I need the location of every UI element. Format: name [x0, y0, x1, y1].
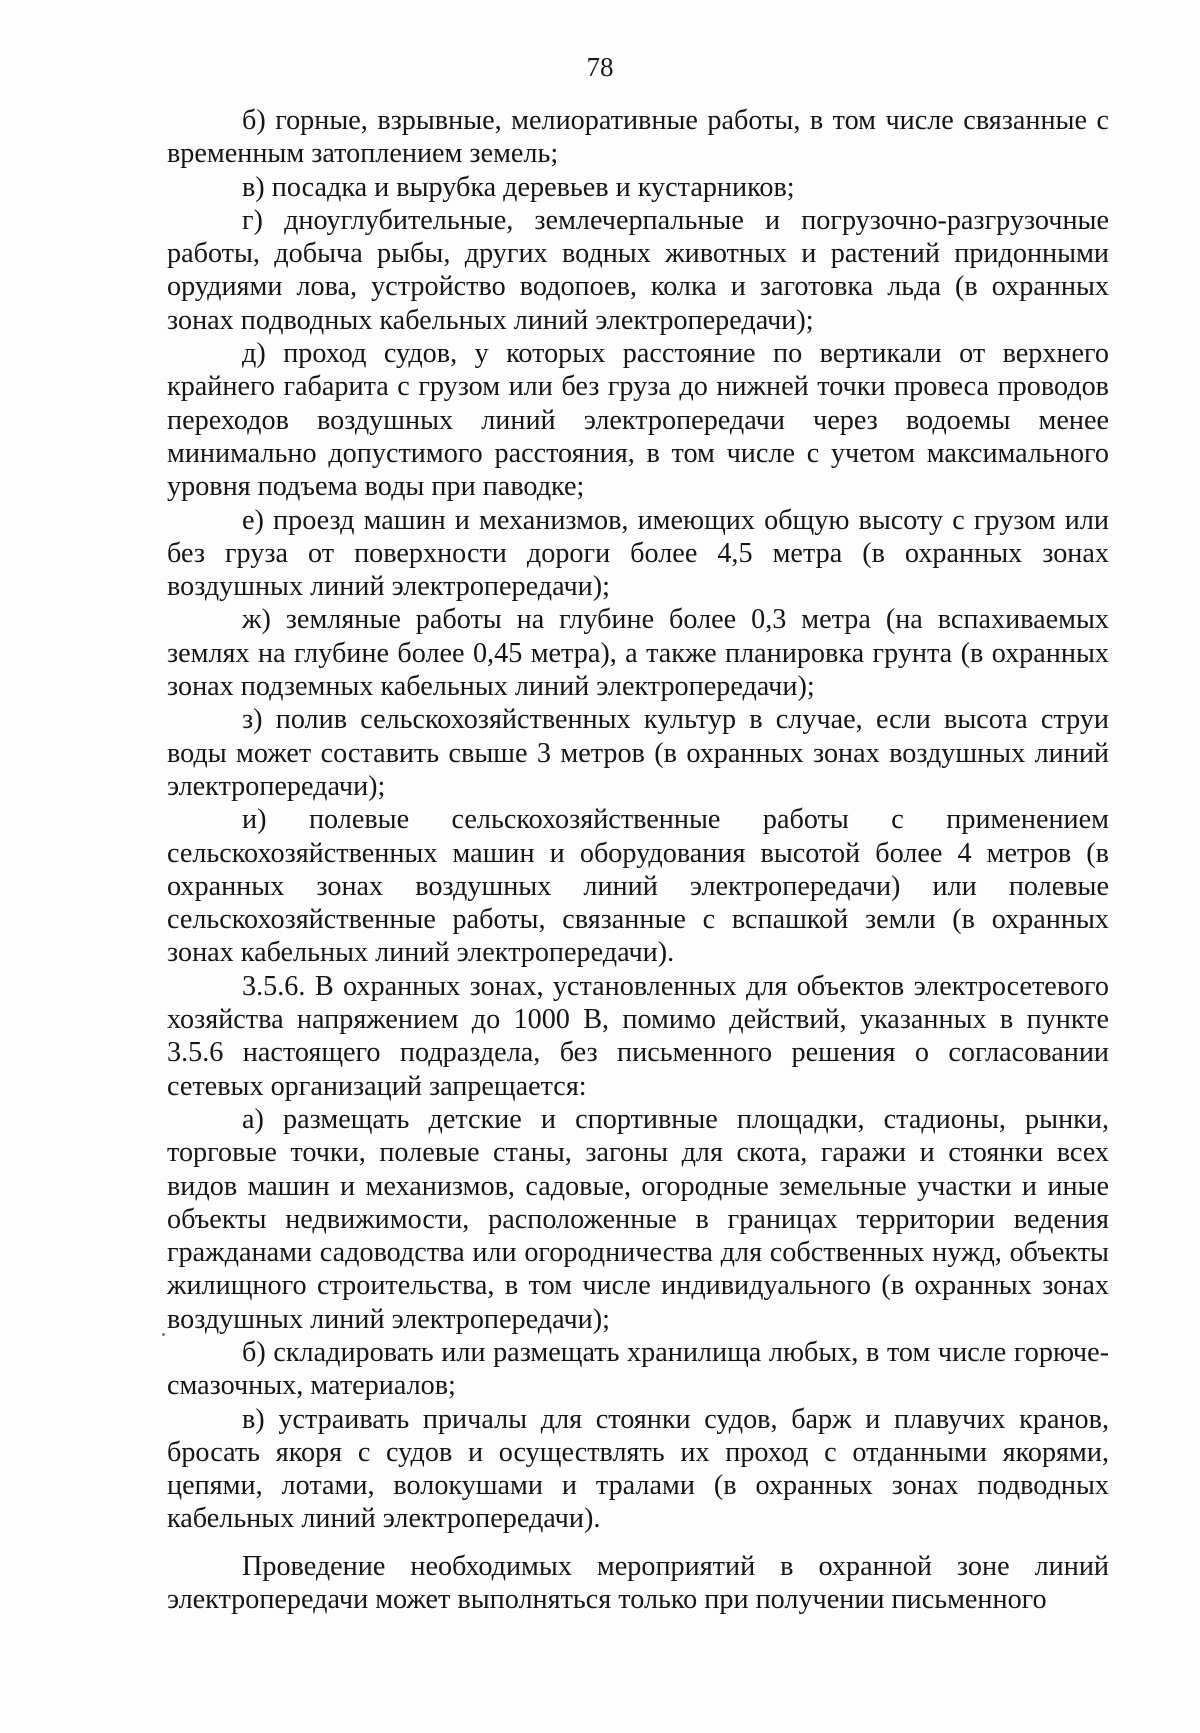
scan-speck [162, 1333, 165, 1336]
paragraph: б) складировать или размещать хранилища любых, в том числе горюче-смазочных, материалов; [167, 1336, 1109, 1402]
paragraph: в) устраивать причалы для стоянки судов, барж и плавучих кранов, бросать якоря с судов и осуществлять их проход с отданными якорями, цепями, лотами, волокушами и тралами (в охранных зонах подводных кабельных линий электропередачи). [167, 1403, 1109, 1535]
paragraph: а) размещать детские и спортивные площадки, стадионы, рынки, торговые точки, полевые станы, загоны для скота, гаражи и стоянки всех видов машин и механизмов, садовые, огородные земельные участки и иные объекты недвижимости, расположенные в границах территории ведения гражданами садоводства или огородничества для собственных нужд, объекты жилищного строительства, в том числе индивидуального (в охранных зонах воздушных линий электропередачи); [167, 1103, 1109, 1335]
paragraph: и) полевые сельскохозяйственные работы с применением сельскохозяйственных машин и оборудования высотой более 4 метров (в охранных зонах воздушных линий электропередачи) или полевые сельскохозяйственные работы, связанные с вспашкой земли (в охранных зонах кабельных линий электропередачи). [167, 804, 1109, 969]
paragraph: з) полив сельскохозяйственных культур в случае, если высота струи воды может составить свыше 3 метров (в охранных зонах воздушных линий электропередачи); [167, 704, 1109, 802]
paragraph: в) посадка и вырубка деревьев и кустарников; [242, 171, 795, 203]
document-body [167, 104, 1109, 1616]
page-number: 78 [586, 52, 614, 82]
paragraph: 3.5.6. В охранных зонах, установленных для объектов электросетевого хозяйства напряжением до 1000 В, помимо действий, указанных в пункте 3.5.6 настоящего подраздела, без письменного решения о согласовании сетевых организаций запрещается: [167, 970, 1109, 1102]
paragraph: д) проход судов, у которых расстояние по вертикали от верхнего крайнего габарита с грузом или без груза до нижней точки провеса проводов переходов воздушных линий электропередачи через водоемы менее минимально допустимого расстояния, в том числе с учетом максимального уровня подъема воды при паводке; [167, 338, 1109, 503]
paragraph: е) проезд машин и механизмов, имеющих общую высоту с грузом или без груза от поверхности дороги более 4,5 метра (в охранных зонах воздушных линий электропередачи); [167, 504, 1109, 603]
paragraph: Проведение необходимых мероприятий в охранной зоне линий электропередачи может выполняться только при получении письменного [167, 1550, 1109, 1616]
paragraph: г) дноуглубительные, землечерпальные и погрузочно-разгрузочные работы, добыча рыбы, других водных животных и растений придонными орудиями лова, устройство водопоев, колка и заготовка льда (в охранных зонах подводных кабельных линий электропередачи); [167, 204, 1109, 336]
paragraph: б) горные, взрывные, мелиоративные работы, в том числе связанные с временным затоплением земель; [167, 105, 1109, 170]
paragraph: ж) земляные работы на глубине более 0,3 метра (на вспахиваемых землях на глубине более 0,45 метра), а также планировка грунта (в охранных зонах подземных кабельных линий электропередачи); [167, 604, 1109, 703]
